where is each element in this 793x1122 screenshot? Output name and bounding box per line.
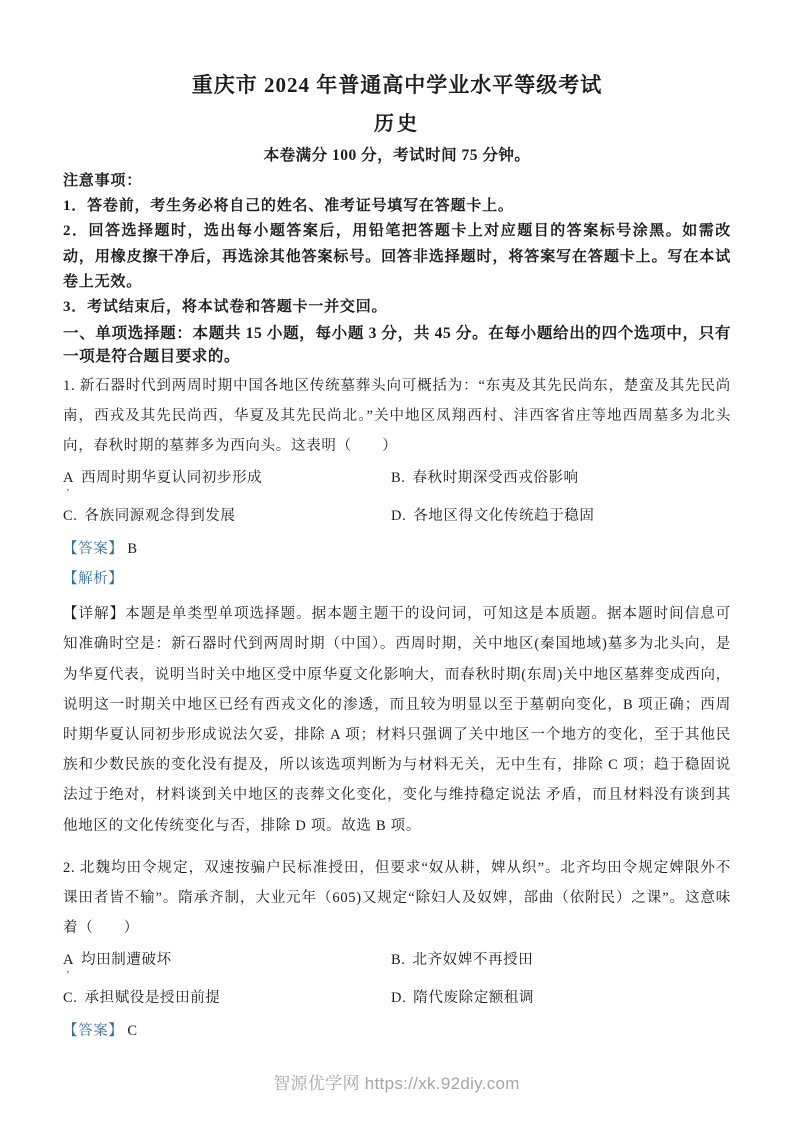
notice-item-3: 3．考试结束后，将本试卷和答题卡一并交回。 (63, 299, 388, 316)
answer-value: B (127, 541, 138, 558)
question-1-answer-line (63, 539, 731, 560)
section-heading: 一、单项选择题：本题共 15 小题，每小题 3 分，共 45 分。在每小题给出的四个选项中，只有一项是符合题目要求的。 (63, 325, 731, 366)
question-1-option-c (63, 506, 391, 526)
analysis-label: 【解析】 (63, 571, 124, 588)
notice-item-2: 2．回答选择题时，选出每小题答案后，用铅笔把答题卡上对应题目的答案标号涂黑。如需改动，用橡皮擦干净后，再选涂其他答案标号。回答非选择题时，将答案写在答题卡上。写在本试卷上无效。 (63, 223, 731, 290)
option-label: A ’ (63, 468, 74, 488)
answer-value: C (127, 1022, 138, 1039)
notice-heading: 注意事项： (63, 173, 143, 189)
question-2-options-row-1 (63, 950, 731, 981)
question-2-option-d (391, 988, 731, 1008)
question-1-analysis-line (63, 569, 731, 590)
option-text: 均田制遭破坏 (81, 951, 172, 968)
question-1-detail: 【详解】本题是单类型单项选择题。据本题主题干的设问词，可知这是本质题。据本题时间信息可知准确时空是：新石器时代到两周时期（中国）。西周时期，关中地区(秦国地域)墓多为北头向，是为华夏代表，说明当时关中地区受中原华夏文化影响大，而春秋时期(东周)关中地区墓葬变成西向，说明这一时期关中地区已经有西戎文化的渗透，而且较为明显以至于墓朝向变化，B 项正确；西周时期华夏认同初步形成说法欠妥，排除 A 项；材料只强调了关中地区一个地方的变化，至于其他民族和少数民族的变化没有提及，所以该选项判断为与材料无关，无中生有，排除 C 项；趋于稳固说法过于绝对，材料谈到关中地区的丧葬文化变化，变化与维持稳定说法 矛盾，而且材料没有谈到其他地区的文化传统变化与否，排除 D 项。故选 B 项。 (63, 606, 731, 834)
option-label: C. (63, 989, 78, 1006)
question-1-options-row-2 (63, 506, 731, 526)
option-text: 各族同源观念得到发展 (84, 508, 236, 525)
question-1-options-row-1 (63, 468, 731, 500)
question-2-option-a (63, 950, 391, 981)
option-label: C. (63, 508, 78, 525)
option-text: 隋代废除定额租调 (413, 989, 535, 1006)
question-1 (63, 371, 731, 841)
answer-label: 【答案】 (63, 1022, 124, 1039)
doc-subject: 历史 (374, 113, 420, 135)
question-2-answer-line (63, 1021, 731, 1042)
option-label: A ’ (63, 950, 74, 970)
watermark-text: 智源优学网 https://xk.92diy.com (273, 1074, 520, 1093)
question-2-stem: 2. 北魏均田令规定，双速按骗户民标准授田，但要求“奴从耕，婢从织”。北齐均田令规定婢限外不课田者皆不输”。隋承齐制，大业元年（605)又规定“除妇人及奴婢，部曲（依附民）之课”。这意味着（ ） (63, 859, 731, 936)
notice-section (63, 169, 731, 320)
question-1-stem: 1. 新石器时代到两周时期中国各地区传统墓葬头向可概括为：“东夷及其先民尚东，楚蛮及其先民尚南，西戎及其先民尚西，华夏及其先民尚北。”关中地区凤翔西村、沣西客省庄等地西周墓多为北头向，春秋时期的墓葬多为西向头。这表明（ ） (63, 378, 731, 455)
doc-title: 重庆市 2024 年普通高中学业水平等级考试 (191, 73, 603, 97)
option-label: D. (391, 508, 407, 525)
exam-info-line: 本卷满分 100 分，考试时间 75 分钟。 (263, 147, 531, 164)
option-label: D. (391, 989, 407, 1006)
notice-item-1: 1．答卷前，考生务必将自己的姓名、准考证号填写在答题卡上。 (63, 198, 514, 215)
option-text: 北齐奴婢不再授田 (412, 951, 534, 968)
option-text: 各地区得文化传统趋于稳固 (413, 508, 595, 525)
question-2 (63, 853, 731, 1042)
option-text: 春秋时期深受西戎俗影响 (412, 470, 579, 487)
question-2-option-b (391, 950, 731, 970)
question-1-option-a (63, 468, 391, 500)
question-1-option-b (391, 468, 731, 488)
option-label: B. (391, 470, 406, 487)
option-label: B. (391, 951, 406, 968)
option-text: 承担赋役是授田前提 (84, 989, 221, 1006)
scan-artifact-mark: ’ (66, 968, 70, 981)
scan-artifact-mark: ’ (66, 487, 70, 500)
question-2-option-c (63, 988, 391, 1008)
question-2-options-row-2 (63, 988, 731, 1008)
question-1-option-d (391, 506, 731, 526)
answer-label: 【答案】 (63, 541, 124, 558)
option-text: 西周时期华夏认同初步形成 (81, 470, 263, 487)
